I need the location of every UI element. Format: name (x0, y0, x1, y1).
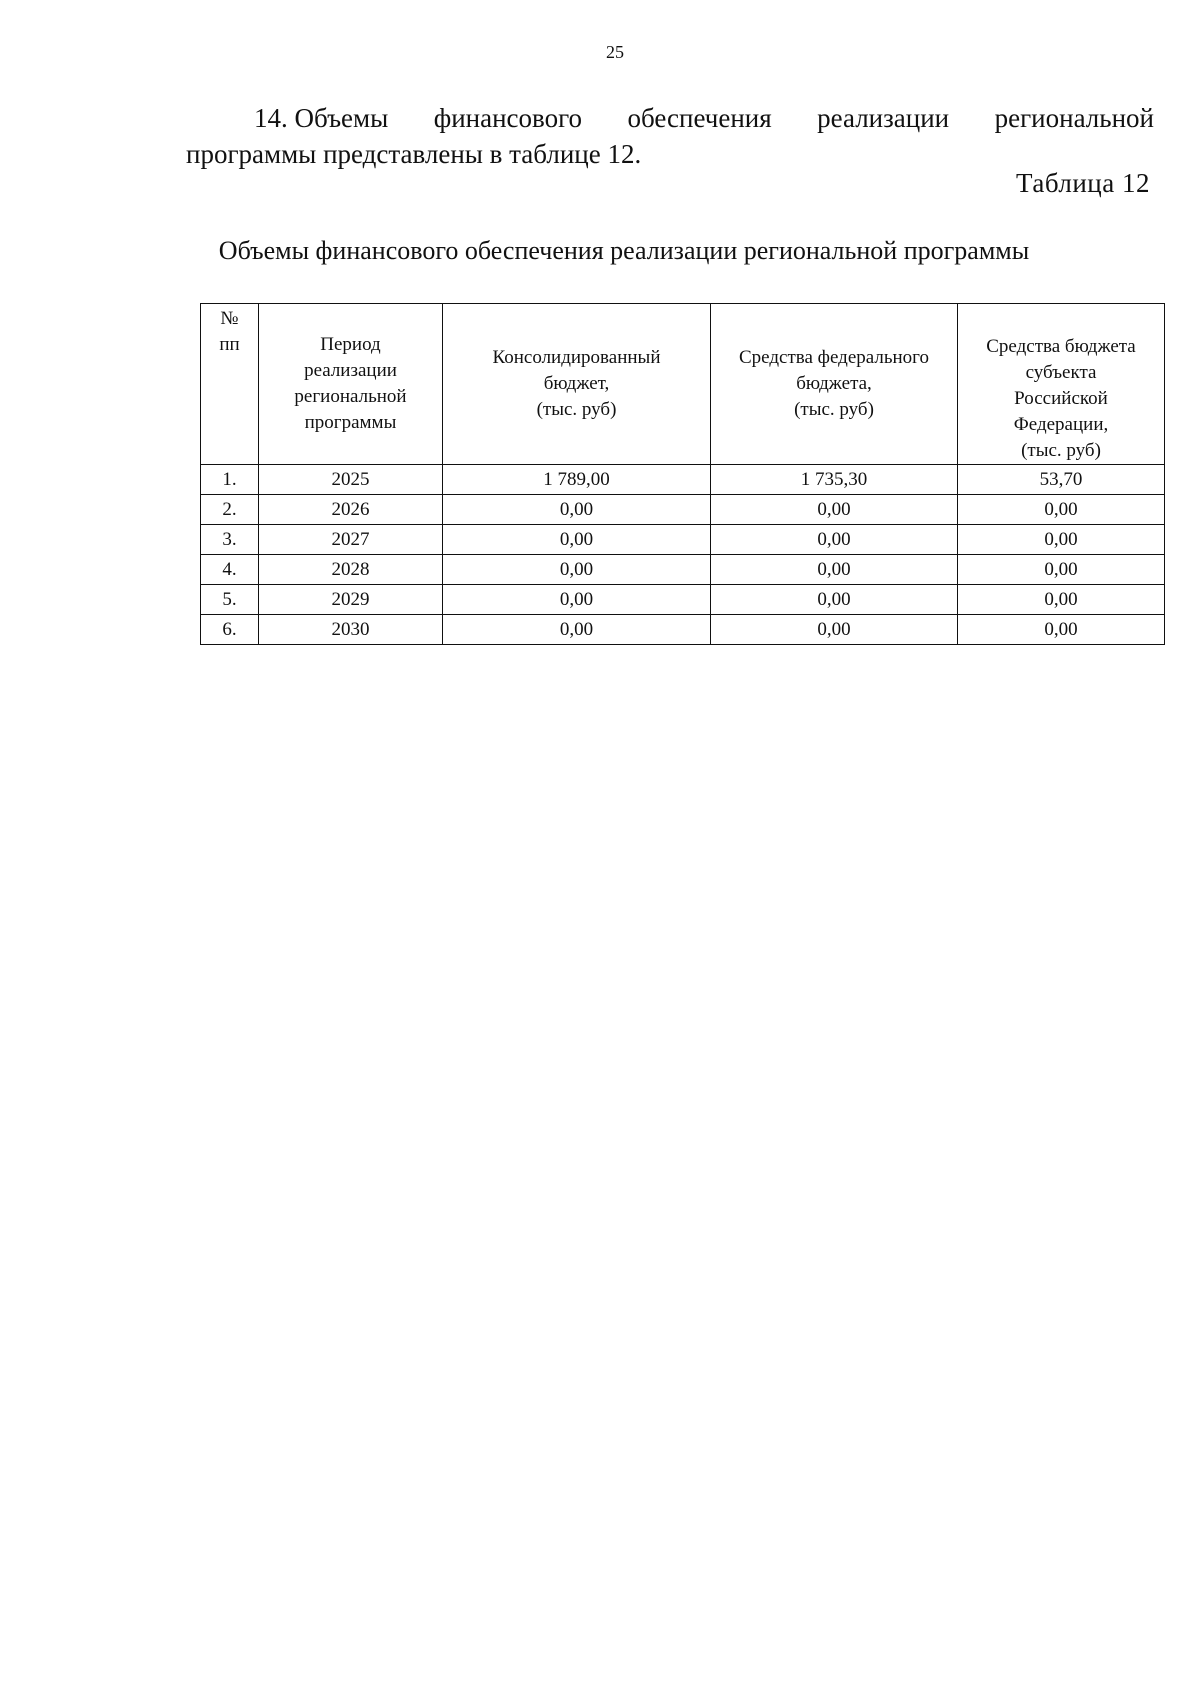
header-line: субъекта (1025, 362, 1097, 383)
cell-subject: 53,70 (958, 465, 1165, 495)
cell-federal: 0,00 (711, 615, 958, 645)
cell-subject: 0,00 (958, 615, 1165, 645)
cell-subject: 0,00 (958, 525, 1165, 555)
intro-word: 14. Объемы (254, 103, 389, 133)
cell-number: 4. (201, 555, 259, 585)
cell-subject: 0,00 (958, 585, 1165, 615)
intro-paragraph-line-1 (186, 100, 1154, 136)
table-row (201, 555, 1165, 585)
header-line: Период (320, 334, 381, 355)
header-line: Средства федерального (739, 347, 929, 368)
cell-number: 3. (201, 525, 259, 555)
intro-word: региональной (994, 103, 1154, 133)
cell-federal: 0,00 (711, 555, 958, 585)
financing-table (200, 303, 1165, 645)
header-number (201, 304, 259, 465)
header-line: (тыс. руб) (794, 399, 874, 420)
cell-year: 2028 (259, 555, 443, 585)
cell-federal: 1 735,30 (711, 465, 958, 495)
cell-federal: 0,00 (711, 495, 958, 525)
header-consolidated-budget (443, 304, 711, 465)
intro-word: реализации (817, 103, 950, 133)
header-line: программы (304, 412, 397, 433)
header-line: реализации (304, 360, 397, 381)
header-line: Федерации, (1013, 414, 1109, 435)
table-row (201, 525, 1165, 555)
cell-consolidated: 0,00 (443, 495, 711, 525)
header-line: Консолидированный (492, 347, 661, 368)
table-row (201, 465, 1165, 495)
header-line: Средства бюджета (986, 336, 1136, 357)
header-subject-budget (958, 304, 1165, 465)
cell-consolidated: 0,00 (443, 615, 711, 645)
cell-federal: 0,00 (711, 525, 958, 555)
cell-number: 6. (201, 615, 259, 645)
intro-paragraph (186, 100, 1154, 172)
header-line: региональной (294, 386, 407, 407)
header-federal-budget (711, 304, 958, 465)
table-title: Объемы финансового обеспечения реализации региональной программы (218, 236, 1030, 265)
cell-year: 2027 (259, 525, 443, 555)
cell-number: 1. (201, 465, 259, 495)
cell-consolidated: 0,00 (443, 555, 711, 585)
cell-subject: 0,00 (958, 495, 1165, 525)
cell-consolidated: 0,00 (443, 585, 711, 615)
cell-federal: 0,00 (711, 585, 958, 615)
page-number: 25 (606, 42, 624, 62)
intro-word: финансового (433, 103, 583, 133)
cell-number: 2. (201, 495, 259, 525)
header-line: пп (219, 334, 240, 355)
header-line: (тыс. руб) (536, 399, 617, 420)
cell-consolidated: 1 789,00 (443, 465, 711, 495)
table-row (201, 585, 1165, 615)
cell-year: 2026 (259, 495, 443, 525)
intro-word: обеспечения (627, 103, 772, 133)
cell-year: 2030 (259, 615, 443, 645)
table-label: Таблица 12 (1016, 168, 1150, 198)
header-period (259, 304, 443, 465)
header-line: бюджета, (796, 373, 872, 394)
intro-paragraph-line-2: программы представлены в таблице 12. (186, 139, 642, 169)
cell-number: 5. (201, 585, 259, 615)
header-line: Российской (1014, 388, 1108, 409)
cell-subject: 0,00 (958, 555, 1165, 585)
cell-year: 2029 (259, 585, 443, 615)
table-row (201, 495, 1165, 525)
header-line: бюджет, (543, 373, 610, 394)
cell-consolidated: 0,00 (443, 525, 711, 555)
header-line: (тыс. руб) (1021, 440, 1101, 461)
table-header-row (201, 304, 1165, 465)
header-line: № (220, 308, 239, 329)
cell-year: 2025 (259, 465, 443, 495)
table-row (201, 615, 1165, 645)
